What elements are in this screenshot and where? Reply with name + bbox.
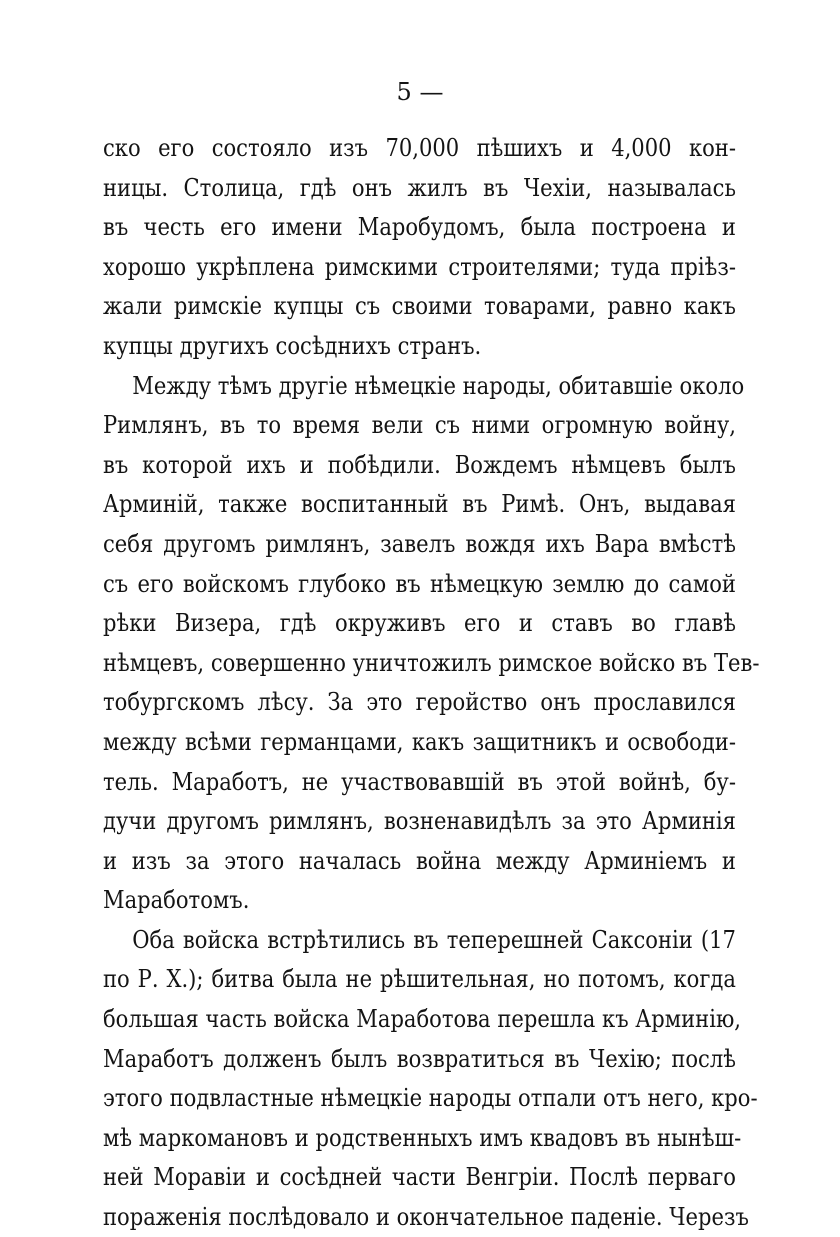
text-line: съ его войскомъ глубоко въ нѣмецкую землю до самой bbox=[103, 568, 736, 598]
text-line: хорошо укрѣплена римскими строителями; туда пріѣз- bbox=[103, 251, 736, 281]
text-line: Оба войска встрѣтились въ теперешней Саксоніи (17 bbox=[132, 924, 736, 954]
text-line: тель. Маработъ, не участвовавшій въ этой войнѣ, бу- bbox=[103, 766, 736, 796]
text-line: рѣки Визера, гдѣ окруживъ его и ставъ во главѣ bbox=[103, 608, 736, 638]
text-line: Между тѣмъ другіе нѣмецкіе народы, обитавшіе около bbox=[132, 370, 745, 400]
text-line: и изъ за этого началась война между Арминіемъ и bbox=[103, 845, 736, 875]
text-line: по Р. Х.); битва была не рѣшительная, но потомъ, когда bbox=[103, 964, 736, 994]
text-line: жали римскіе купцы съ своими товарами, равно какъ bbox=[103, 291, 736, 321]
text-line: ницы. Столица, гдѣ онъ жилъ въ Чехіи, называлась bbox=[103, 172, 736, 202]
text-line: нѣмцевъ, совершенно уничтожилъ римское войско въ Тев- bbox=[103, 647, 760, 677]
text-line: дучи другомъ римлянъ, возненавидѣлъ за это Арминія bbox=[103, 806, 736, 836]
page-number-header: 5 — bbox=[396, 78, 444, 106]
text-line: ско его состояло изъ 70,000 пѣшихъ и 4,000 кон- bbox=[103, 133, 736, 162]
text-line: Римлянъ, въ то время вели съ ними огромную войну, bbox=[103, 410, 736, 440]
text-line: Маработомъ. bbox=[103, 885, 250, 915]
text-line: себя другомъ римлянъ, завелъ вождя ихъ Вара вмѣстѣ bbox=[103, 528, 736, 558]
text-line: ней Моравіи и сосѣдней части Венгріи. Послѣ перваго bbox=[103, 1162, 736, 1192]
text-line: купцы другихъ сосѣднихъ странъ. bbox=[103, 330, 482, 360]
text-line: пораженія послѣдовало и окончательное паденіе. Черезъ bbox=[103, 1202, 749, 1232]
paragraph-2 bbox=[103, 366, 760, 920]
paragraph-1 bbox=[103, 128, 736, 366]
body-text bbox=[103, 128, 760, 1237]
text-line: между всѣми германцами, какъ защитникъ и освободи- bbox=[103, 726, 736, 756]
text-line: Арминій, также воспитанный въ Римѣ. Онъ, выдавая bbox=[103, 489, 736, 519]
paragraph-3 bbox=[103, 920, 758, 1237]
text-line: этого подвластные нѣмецкіе народы отпали отъ него, кро- bbox=[103, 1083, 758, 1113]
text-line: въ которой ихъ и побѣдили. Вождемъ нѣмцевъ былъ bbox=[103, 449, 736, 479]
text-line: большая часть войска Маработова перешла къ Арминію, bbox=[103, 1004, 741, 1034]
text-line: Маработъ долженъ былъ возвратиться въ Чехію; послѣ bbox=[103, 1043, 736, 1073]
text-line: мѣ маркомановъ и родственныхъ имъ квадовъ въ нынѣш- bbox=[103, 1122, 742, 1152]
text-line: въ честь его имени Маробудомъ, была построена и bbox=[103, 212, 736, 242]
text-line: тобургскомъ лѣсу. За это геройство онъ прославился bbox=[103, 687, 736, 717]
